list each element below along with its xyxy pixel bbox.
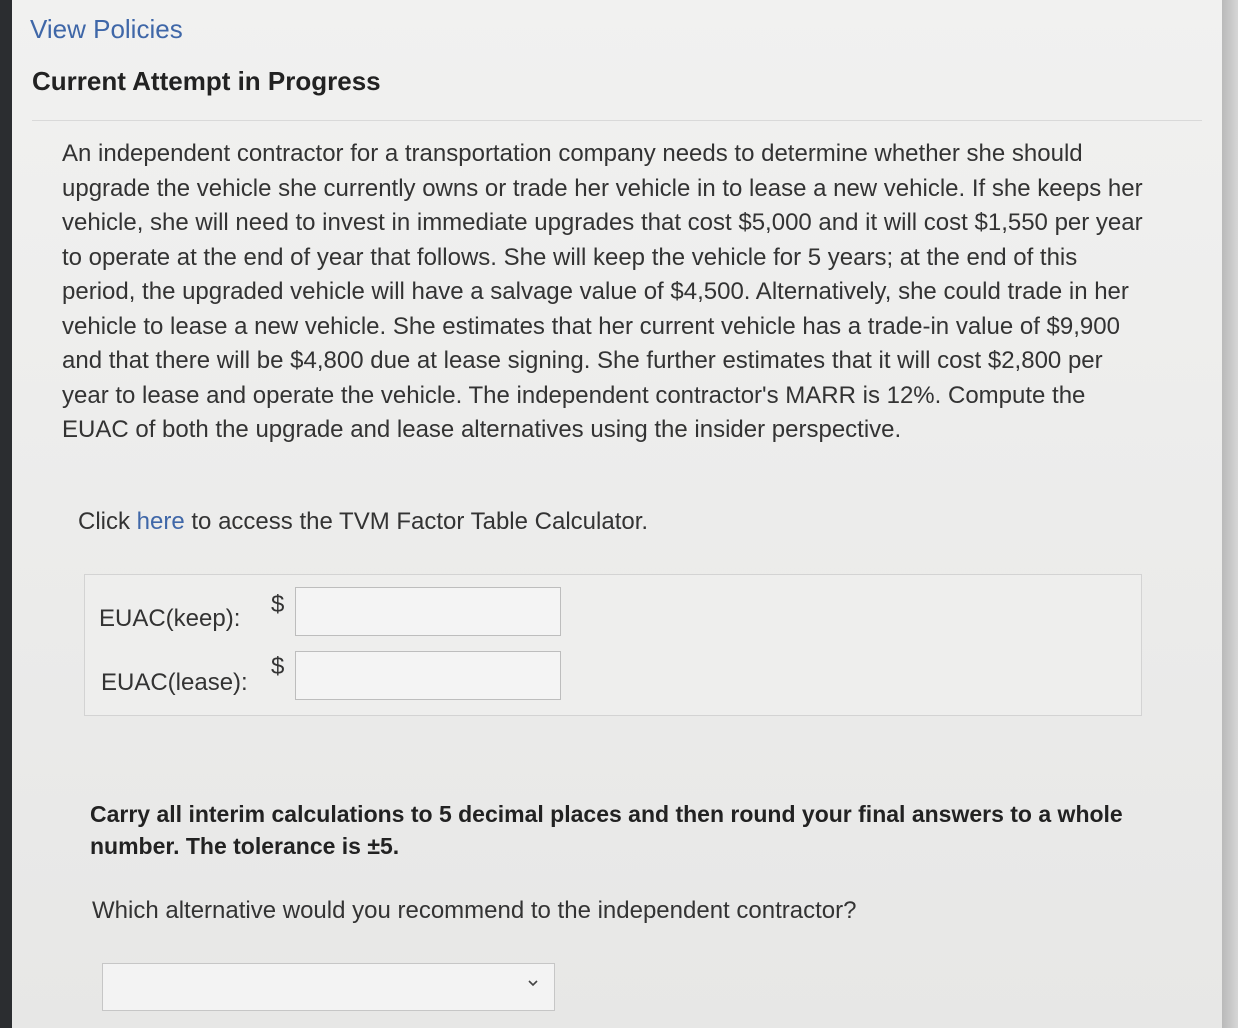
- instructions-text: Carry all interim calculations to 5 decimal places and then round your final answers to a whole number. The tolerance is ±5.: [90, 801, 1123, 859]
- euac-lease-input[interactable]: [295, 651, 561, 700]
- attempt-title: Current Attempt in Progress: [32, 66, 381, 96]
- click-suffix: to access the TVM Factor Table Calculator.: [191, 508, 649, 535]
- euac-keep-label: EUAC(keep):: [99, 605, 241, 632]
- click-prefix: Click: [78, 508, 130, 535]
- view-policies-link[interactable]: View Policies: [30, 14, 183, 44]
- recommendation-question: Which alternative would you recommend to the independent contractor?: [92, 897, 857, 924]
- recommendation-select[interactable]: [102, 963, 555, 1011]
- calculator-link[interactable]: here: [136, 508, 185, 535]
- screen-edge: [1222, 0, 1238, 1028]
- divider: [32, 120, 1202, 121]
- question-text: An independent contractor for a transportation company needs to determine whether she should upgrade the vehicle she currently owns or trade her vehicle in to lease a new vehicle. If she keeps her vehicle, she will need to invest in immediate upgrades that cost $5,000 and it will cost $1,550 per year to operate at the end of year that follows. She will keep the vehicle for 5 years; at the end of this period, the upgraded vehicle will have a salvage value of $4,500. Alternatively, she could trade in her vehicle to lease a new vehicle. She estimates that her current vehicle has a trade-in value of $9,900 and that there will be $4,800 due at lease signing. She further estimates that it will cost $2,800 per year to lease and operate the vehicle. The independent contractor's MARR is 12%. Compute the EUAC of both the upgrade and lease alternatives using the insider perspective.: [62, 140, 1143, 443]
- chevron-down-icon: [526, 976, 540, 990]
- calculator-line: [78, 508, 648, 536]
- euac-keep-input[interactable]: [295, 587, 561, 636]
- euac-lease-label: EUAC(lease):: [101, 669, 248, 696]
- currency-symbol-keep: $: [271, 591, 285, 618]
- currency-symbol-lease: $: [271, 653, 285, 680]
- page: [12, 0, 1222, 1028]
- answer-box: [84, 574, 1142, 716]
